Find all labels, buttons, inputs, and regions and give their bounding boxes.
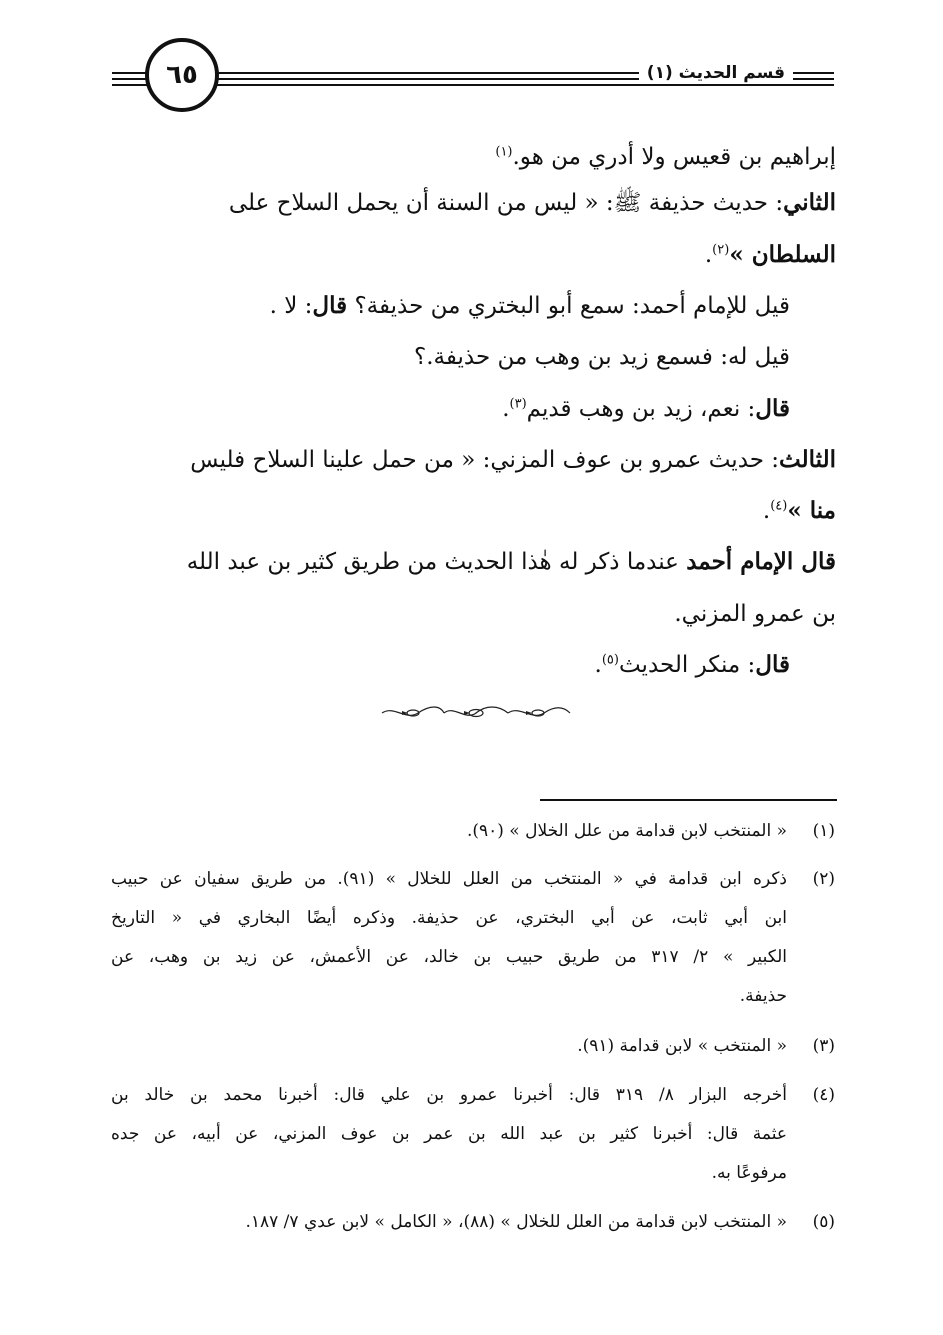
text-span: قيل له: فسمع زيد بن وهب من حذيفة.؟ [414, 344, 790, 370]
footnote-line: عثمة قال: أخبرنا كثير بن عبد الله بن عمر بن عوف المزني، عن أبيه، عن جده [111, 1124, 787, 1144]
text-line [414, 340, 790, 374]
text-span: السلطان » [729, 241, 836, 268]
heading-word: قال الإمام أحمد [686, 548, 836, 575]
footnote-ref: (٥) [601, 652, 619, 668]
footnote-line: « المنتخب » لابن قدامة (٩١). [577, 1036, 787, 1056]
heading-word: الثالث [779, 446, 836, 473]
text-span: : نعم، زيد بن وهب قديم [526, 396, 756, 422]
text-span: : لا . [269, 293, 313, 319]
heading-word: قال [755, 395, 790, 422]
footnote-ref: (٢) [712, 242, 730, 258]
ornament-divider-icon [378, 703, 574, 723]
text-line [190, 443, 836, 477]
heading-word: قال [312, 292, 348, 319]
text-line [270, 289, 790, 323]
footnote-line: مرفوعًا به. [711, 1163, 787, 1183]
footnote-number: (٥) [812, 1212, 835, 1232]
footnote-number: (٢) [812, 869, 835, 889]
text-span: : حديث عمرو بن عوف المزني: « من حمل علينا السلاح فليس [190, 447, 780, 473]
footnote-line: ذكره ابن قدامة في « المنتخب من العلل للخلال » (٩١). من طريق سفيان عن حبيب [111, 869, 787, 889]
text-span: عندما ذكر له هٰذا الحديث من طريق كثير بن عبد الله [186, 549, 679, 575]
footnote-number: (٤) [812, 1085, 835, 1105]
text-line [674, 597, 836, 631]
footnote-line: ابن أبي ثابت، عن أبي البختري، عن حذيفة. وذكره أيضًا البخاري في « التاريخ [111, 908, 787, 928]
heading-word: قال [755, 651, 790, 678]
text-line: السلطان »$^{(٢)}$. [704, 241, 836, 268]
footnote-line: حذيفة. [739, 986, 787, 1006]
text-span: بن عمرو المزني. [674, 601, 836, 627]
footnote-ref: (٤) [770, 498, 788, 514]
header-rule [112, 84, 834, 86]
text-span: : منكر الحديث [618, 652, 756, 678]
text-line: قال: نعم، زيد بن وهب قديم$^{(٣)}$. [502, 395, 790, 422]
footnote-line: « المنتخب لابن قدامة من علل الخلال » (٩٠). [466, 821, 787, 841]
running-title: قسم الحديث (١) [639, 63, 793, 83]
heading-word: الثاني [783, 189, 836, 216]
footnote-line: أخرجه البزار ٨/ ٣١٩ قال: أخبرنا عمرو بن علي قال: أخبرنا محمد بن خالد بن [111, 1085, 787, 1105]
text-span: قيل للإمام أحمد: سمع أبو البختري من حذيفة؟ [354, 293, 790, 319]
footnote-separator [540, 799, 837, 801]
text-span: : حديث حذيفة ﷺ: « ليس من السنة أن يحمل السلاح على [228, 190, 784, 216]
footnote-ref: (١) [495, 144, 513, 160]
footnote-line: الكبير » ٢/ ٣١٧ من طريق حبيب بن خالد، عن الأعمش، عن زيد بن وهب، عن [111, 947, 787, 967]
text-line [495, 140, 836, 174]
page-number: ٦٥ [166, 60, 198, 90]
footnote-number: (١) [812, 821, 835, 841]
text-span: منا » [787, 497, 836, 524]
footnote-line: « المنتخب لابن قدامة من العلل للخلال » (٨٨)، « الكامل » لابن عدي ٧/ ١٨٧. [245, 1212, 787, 1232]
text-span: إبراهيم بن قعيس ولا أدري من هو. [512, 144, 836, 170]
text-line: قال: منكر الحديث$^{(٥)}$. [594, 651, 790, 678]
footnote-ref: (٣) [509, 396, 527, 412]
footnote-number: (٣) [812, 1036, 835, 1056]
text-line [229, 186, 836, 220]
text-line [187, 545, 836, 579]
page-number-circle [145, 38, 219, 112]
text-line: منا »$^{(٤)}$. [762, 497, 836, 524]
